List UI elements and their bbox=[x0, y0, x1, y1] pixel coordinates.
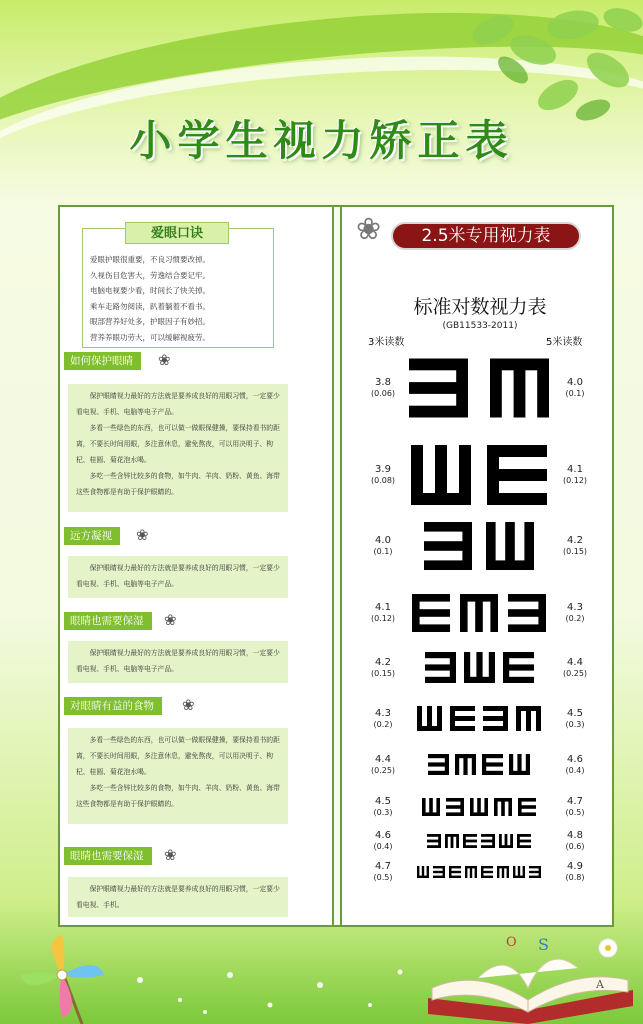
right-acuity-label bbox=[558, 464, 592, 486]
optotype-row bbox=[398, 754, 560, 775]
flower-icon: ❀ bbox=[164, 846, 177, 864]
section-paragraph: 多看一些绿色的东西，也可以做一做眼保健操，要保持看书的距离，不要长时间用眼，多注意休息，避免熬夜，可以用决明子、枸杞、桂圆、菊花泡水喝。 bbox=[76, 424, 280, 464]
tips-line: 眼部营养好处多，护眼因子有妙招。 bbox=[90, 317, 210, 326]
tumbling-e-optotype bbox=[482, 754, 503, 775]
acuity-decimal: (0.2) bbox=[373, 719, 393, 729]
left-reading-label: 3米读数 bbox=[368, 337, 405, 348]
section-header: 眼睛也需要保湿 bbox=[64, 847, 152, 865]
tumbling-e-optotype bbox=[486, 522, 534, 570]
acuity-value: 4.0 bbox=[567, 377, 583, 388]
column-divider bbox=[332, 207, 342, 925]
optotype-row bbox=[398, 652, 560, 683]
tumbling-e-optotype bbox=[446, 798, 464, 816]
tumbling-e-optotype bbox=[464, 652, 495, 683]
acuity-value: 4.0 bbox=[375, 535, 391, 546]
right-acuity-label bbox=[558, 535, 592, 557]
left-acuity-label bbox=[366, 708, 400, 730]
section-paragraph: 保护眼睛视力最好的方法就是要养成良好的用眼习惯，一定要少看电视、手机、电脑等电子产品。 bbox=[76, 649, 280, 673]
left-acuity-label bbox=[366, 535, 400, 557]
tumbling-e-optotype bbox=[465, 866, 477, 878]
acuity-value: 4.2 bbox=[567, 535, 583, 546]
optotype-row bbox=[398, 706, 560, 731]
right-acuity-label bbox=[558, 657, 592, 679]
tumbling-e-optotype bbox=[460, 594, 498, 632]
tumbling-e-optotype bbox=[455, 754, 476, 775]
tips-line: 乘车走路勿阅读，趴着躺着不看书。 bbox=[90, 301, 210, 311]
acuity-value: 4.2 bbox=[375, 656, 391, 668]
sparkle-decoration bbox=[120, 960, 420, 1020]
acuity-decimal: (0.4) bbox=[565, 765, 585, 775]
tips-line: 久视伤目危害大，劳逸结合要记牢。 bbox=[90, 270, 210, 280]
tumbling-e-optotype bbox=[417, 866, 429, 878]
section-paragraph: 保护眼睛视力最好的方法就是要养成良好的用眼习惯，一定要少看电视、手机。 bbox=[76, 885, 280, 909]
tips-lines bbox=[90, 252, 270, 345]
section-body bbox=[68, 556, 288, 598]
tumbling-e-optotype bbox=[449, 866, 461, 878]
tumbling-e-optotype bbox=[417, 706, 442, 731]
acuity-value: 4.3 bbox=[375, 707, 391, 719]
section-header: 眼睛也需要保湿 bbox=[64, 612, 152, 630]
tips-line: 爱眼护眼很重要，不良习惯要改掉。 bbox=[90, 255, 210, 264]
right-acuity-label bbox=[558, 602, 592, 624]
tips-line: 营养养眼功劳大，可以缓解视疲劳。 bbox=[90, 332, 210, 342]
acuity-decimal: (0.4) bbox=[373, 842, 393, 851]
optotype-row bbox=[398, 866, 560, 878]
flower-icon: ❀ bbox=[356, 212, 382, 247]
tumbling-e-optotype bbox=[494, 798, 512, 816]
tumbling-e-optotype bbox=[517, 834, 531, 848]
left-acuity-label bbox=[366, 602, 400, 624]
acuity-value: 4.1 bbox=[375, 602, 391, 613]
tumbling-e-optotype bbox=[422, 798, 440, 816]
optotype-row bbox=[398, 798, 560, 816]
tumbling-e-optotype bbox=[516, 706, 541, 731]
tumbling-e-optotype bbox=[481, 834, 495, 848]
optotype-row bbox=[398, 834, 560, 848]
tumbling-e-optotype bbox=[424, 522, 472, 570]
acuity-value: 4.5 bbox=[567, 707, 583, 719]
tumbling-e-optotype bbox=[529, 866, 541, 878]
acuity-decimal: (0.08) bbox=[370, 476, 396, 485]
acuity-decimal: (0.25) bbox=[370, 765, 396, 775]
tumbling-e-optotype bbox=[481, 866, 493, 878]
right-acuity-label bbox=[558, 708, 592, 730]
book-icon bbox=[418, 928, 643, 1024]
acuity-value: 3.8 bbox=[375, 377, 391, 388]
section-body bbox=[68, 728, 288, 824]
acuity-decimal: (0.5) bbox=[565, 808, 585, 817]
acuity-value: 4.4 bbox=[567, 656, 583, 668]
acuity-decimal: (0.06) bbox=[370, 389, 396, 398]
pinwheel-icon bbox=[12, 930, 112, 1024]
tumbling-e-optotype bbox=[450, 706, 475, 731]
tumbling-e-optotype bbox=[490, 350, 549, 426]
left-acuity-label bbox=[366, 754, 400, 776]
svg-text:O: O bbox=[506, 935, 517, 950]
section-body bbox=[68, 641, 288, 683]
acuity-value: 4.9 bbox=[567, 861, 583, 872]
tumbling-e-optotype bbox=[518, 798, 536, 816]
acuity-value: 4.8 bbox=[567, 830, 583, 841]
tumbling-e-optotype bbox=[409, 350, 468, 426]
section-paragraph: 保护眼睛视力最好的方法就是要养成良好的用眼习惯，一定要少看电视、手机、电脑等电子产品。 bbox=[76, 564, 280, 588]
acuity-decimal: (0.25) bbox=[562, 668, 588, 678]
distance-banner: 2.5米专用视力表 bbox=[391, 222, 581, 250]
tumbling-e-optotype bbox=[463, 834, 477, 848]
tumbling-e-optotype bbox=[497, 866, 509, 878]
acuity-value: 4.7 bbox=[375, 861, 391, 872]
tips-heading: 爱眼口诀 bbox=[125, 222, 229, 244]
tumbling-e-optotype bbox=[483, 706, 508, 731]
optotype-row bbox=[398, 350, 560, 426]
right-acuity-label bbox=[558, 861, 592, 883]
acuity-decimal: (0.12) bbox=[562, 476, 588, 485]
flower-icon: ❀ bbox=[164, 611, 177, 629]
tumbling-e-optotype bbox=[503, 652, 534, 683]
left-acuity-label bbox=[366, 657, 400, 679]
acuity-value: 4.6 bbox=[375, 830, 391, 841]
acuity-value: 3.9 bbox=[375, 464, 391, 475]
acuity-value: 4.4 bbox=[375, 753, 391, 765]
acuity-decimal: (0.2) bbox=[565, 614, 585, 623]
section-body bbox=[68, 384, 288, 512]
left-acuity-label bbox=[366, 830, 400, 852]
tumbling-e-optotype bbox=[427, 834, 441, 848]
right-acuity-label bbox=[558, 796, 592, 818]
acuity-decimal: (0.15) bbox=[370, 668, 396, 678]
tumbling-e-optotype bbox=[513, 866, 525, 878]
svg-text:S: S bbox=[538, 935, 549, 954]
page-title: 小学生视力矫正表 bbox=[129, 116, 514, 165]
chart-standard: (GB11533-2011) bbox=[442, 321, 518, 331]
flower-icon: ❀ bbox=[158, 351, 171, 369]
tumbling-e-optotype bbox=[425, 652, 456, 683]
acuity-value: 4.7 bbox=[567, 796, 583, 807]
chart-title: 标准对数视力表 bbox=[413, 296, 547, 318]
tumbling-e-optotype bbox=[412, 594, 450, 632]
tumbling-e-optotype bbox=[487, 445, 547, 505]
left-acuity-label bbox=[366, 377, 400, 399]
flower-icon: ❀ bbox=[136, 526, 149, 544]
acuity-value: 4.5 bbox=[375, 796, 391, 807]
svg-text:A: A bbox=[596, 978, 604, 991]
section-paragraph: 多吃一些含锌比较多的食物，如牛肉、羊肉、奶粉、黄鱼、海带这些食物都是有助于保护眼睛的。 bbox=[76, 472, 280, 496]
section-header: 如何保护眼睛 bbox=[64, 352, 141, 370]
right-acuity-label bbox=[558, 377, 592, 399]
section-paragraph: 多吃一些含锌比较多的食物，如牛肉、羊肉、奶粉、黄鱼、海带这些食物都是有助于保护眼睛的。 bbox=[76, 784, 280, 808]
acuity-decimal: (0.3) bbox=[565, 719, 585, 729]
tumbling-e-optotype bbox=[499, 834, 513, 848]
acuity-value: 4.1 bbox=[567, 464, 583, 475]
left-acuity-label bbox=[366, 861, 400, 883]
optotype-row bbox=[398, 522, 560, 570]
tumbling-e-optotype bbox=[508, 594, 546, 632]
section-header: 远方凝视 bbox=[64, 527, 120, 545]
tumbling-e-optotype bbox=[509, 754, 530, 775]
right-acuity-label bbox=[558, 830, 592, 852]
tumbling-e-optotype bbox=[433, 866, 445, 878]
acuity-decimal: (0.8) bbox=[565, 873, 585, 882]
flower-icon: ❀ bbox=[182, 696, 195, 714]
optotype-row bbox=[398, 594, 560, 632]
acuity-decimal: (0.3) bbox=[373, 808, 393, 817]
acuity-decimal: (0.1) bbox=[373, 547, 393, 556]
tips-line: 电脑电视要少看，时间长了快关掉。 bbox=[90, 286, 210, 295]
acuity-value: 4.6 bbox=[567, 753, 583, 765]
tumbling-e-optotype bbox=[411, 445, 471, 505]
section-paragraph: 多看一些绿色的东西，也可以做一做眼保健操，要保持看书的距离，不要长时间用眼，多注意休息，避免熬夜，可以用决明子、枸杞、桂圆、菊花泡水喝。 bbox=[76, 736, 280, 776]
acuity-decimal: (0.6) bbox=[565, 842, 585, 851]
right-reading-label: 5米读数 bbox=[546, 337, 583, 348]
optotype-row bbox=[398, 445, 560, 505]
left-acuity-label bbox=[366, 464, 400, 486]
right-acuity-label bbox=[558, 754, 592, 776]
tumbling-e-optotype bbox=[428, 754, 449, 775]
acuity-value: 4.3 bbox=[567, 602, 583, 613]
section-paragraph: 保护眼睛视力最好的方法就是要养成良好的用眼习惯，一定要少看电视、手机、电脑等电子产品。 bbox=[76, 392, 280, 416]
section-body bbox=[68, 877, 288, 917]
acuity-decimal: (0.12) bbox=[370, 614, 396, 623]
acuity-decimal: (0.5) bbox=[373, 873, 393, 882]
tumbling-e-optotype bbox=[445, 834, 459, 848]
left-acuity-label bbox=[366, 796, 400, 818]
section-header: 对眼睛有益的食物 bbox=[64, 697, 162, 715]
acuity-decimal: (0.15) bbox=[562, 547, 588, 556]
acuity-decimal: (0.1) bbox=[565, 389, 585, 398]
tumbling-e-optotype bbox=[470, 798, 488, 816]
